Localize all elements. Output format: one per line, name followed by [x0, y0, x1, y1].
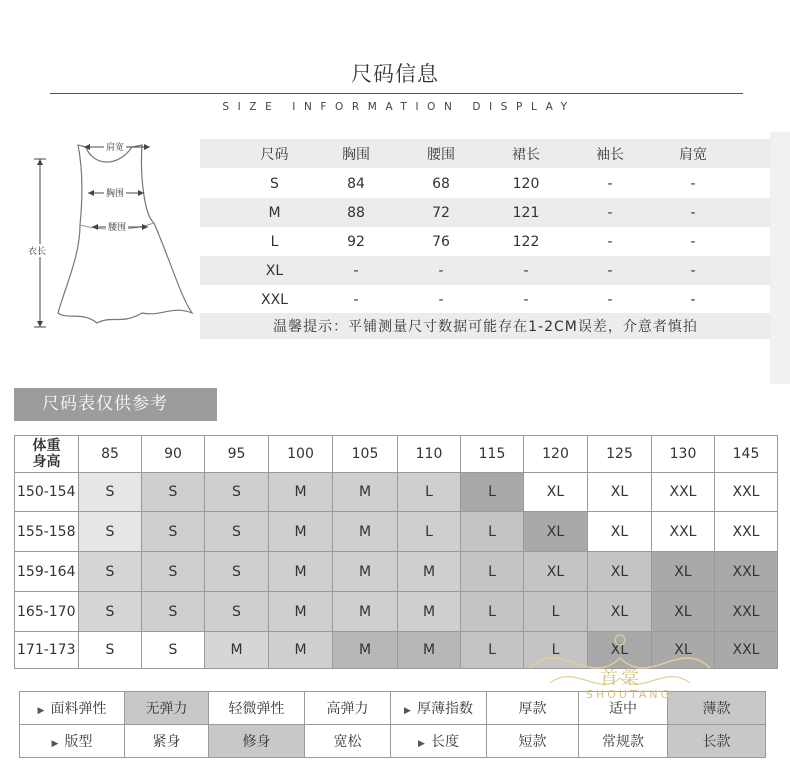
size-cell: S	[205, 473, 269, 512]
property-option: 厚款	[487, 692, 579, 725]
property-label	[391, 725, 487, 758]
measure-row	[200, 198, 771, 227]
size-cell: XL	[524, 512, 588, 552]
measure-cell: -	[690, 204, 696, 221]
measure-cell: -	[438, 291, 444, 308]
size-cell: XL	[588, 473, 652, 512]
measure-cell: 68	[432, 175, 450, 192]
measure-cell: -	[690, 233, 696, 250]
weight-header: 125	[588, 436, 652, 473]
grid-header-row	[15, 436, 778, 473]
size-cell: XL	[588, 632, 652, 669]
measure-row	[200, 285, 771, 314]
height-label: 159-164	[15, 552, 79, 592]
size-cell: XL	[652, 592, 715, 632]
size-cell: S	[142, 512, 205, 552]
measure-cell: 84	[347, 175, 365, 192]
size-cell: M	[398, 632, 461, 669]
property-option: 修身	[209, 725, 305, 758]
measure-cell: 胸围	[342, 146, 370, 163]
size-cell: L	[524, 592, 588, 632]
property-option: 常规款	[579, 725, 668, 758]
size-cell: M	[269, 473, 333, 512]
size-cell: S	[205, 592, 269, 632]
measure-cell: M	[268, 204, 281, 221]
size-cell: L	[461, 592, 524, 632]
size-cell: M	[205, 632, 269, 669]
grid-row	[15, 592, 778, 632]
corner-weight-label: 体重	[32, 438, 61, 454]
weight-header: 95	[205, 436, 269, 473]
triangle-icon: ▶	[51, 739, 59, 749]
measure-cell: -	[607, 291, 613, 308]
size-cell: S	[79, 592, 142, 632]
measure-header-row	[200, 139, 771, 168]
section-label: 尺码表仅供参考	[14, 388, 217, 421]
property-option: 紧身	[125, 725, 209, 758]
measure-cell: 裙长	[512, 146, 540, 163]
measure-cell: -	[690, 175, 696, 192]
sketch-waist-label: 腰围	[106, 220, 128, 233]
size-cell: S	[142, 592, 205, 632]
triangle-icon: ▶	[37, 706, 45, 716]
property-label-text: 面料弹性	[50, 701, 107, 717]
size-cell: XXL	[715, 512, 778, 552]
property-option: 长款	[668, 725, 766, 758]
measure-cell: -	[607, 233, 613, 250]
size-cell: M	[398, 552, 461, 592]
measure-cell: 92	[347, 233, 365, 250]
property-label-text: 长度	[430, 734, 459, 750]
measure-row	[200, 256, 771, 285]
size-cell: S	[79, 512, 142, 552]
size-cell: XL	[588, 592, 652, 632]
page-subtitle: SIZE INFORMATION DISPLAY	[222, 101, 576, 113]
size-cell: XXL	[715, 632, 778, 669]
measure-cell: 腰围	[427, 146, 455, 163]
measure-cell: -	[523, 262, 529, 279]
property-option: 无弹力	[125, 692, 209, 725]
size-cell: XL	[588, 552, 652, 592]
measure-cell: -	[353, 262, 359, 279]
measure-cell: -	[353, 291, 359, 308]
size-cell: L	[461, 552, 524, 592]
measure-cell: 72	[432, 204, 450, 221]
measure-cell: 122	[512, 233, 540, 250]
size-cell: S	[205, 552, 269, 592]
size-cell: XXL	[652, 473, 715, 512]
size-cell: S	[142, 632, 205, 669]
measure-cell: -	[607, 204, 613, 221]
size-cell: L	[398, 512, 461, 552]
property-option: 高弹力	[305, 692, 391, 725]
title-divider	[50, 93, 743, 94]
size-cell: S	[142, 552, 205, 592]
weight-header: 90	[142, 436, 205, 473]
property-option: 宽松	[305, 725, 391, 758]
weight-header: 100	[269, 436, 333, 473]
size-cell: M	[269, 552, 333, 592]
triangle-icon: ▶	[404, 706, 411, 716]
size-cell: M	[269, 592, 333, 632]
height-label: 165-170	[15, 592, 79, 632]
size-cell: M	[269, 632, 333, 669]
size-cell: XXL	[715, 552, 778, 592]
size-cell: M	[333, 592, 398, 632]
measure-cell: 76	[432, 233, 450, 250]
measure-row	[200, 169, 771, 198]
measure-cell: -	[607, 175, 613, 192]
side-strip	[770, 132, 790, 384]
measure-cell: 121	[512, 204, 540, 221]
watermark-en: SHOUTANG	[586, 688, 673, 701]
grid-row	[15, 552, 778, 592]
height-label: 171-173	[15, 632, 79, 669]
size-cell: XL	[652, 632, 715, 669]
size-cell: M	[333, 512, 398, 552]
measure-cell: -	[438, 262, 444, 279]
property-label	[20, 692, 125, 725]
weight-header: 110	[398, 436, 461, 473]
size-cell: M	[333, 552, 398, 592]
size-cell: M	[269, 512, 333, 552]
weight-header: 115	[461, 436, 524, 473]
watermark-cn: 首棠	[600, 668, 642, 689]
size-cell: L	[524, 632, 588, 669]
measure-cell: -	[607, 262, 613, 279]
grid-row	[15, 473, 778, 512]
size-cell: XXL	[715, 592, 778, 632]
measure-cell: XL	[265, 262, 284, 279]
triangle-icon: ▶	[418, 739, 425, 749]
property-label-text: 厚薄指数	[416, 701, 473, 717]
size-cell: XXL	[715, 473, 778, 512]
property-option: 薄款	[668, 692, 766, 725]
property-label-text: 版型	[64, 734, 93, 750]
size-cell: XL	[524, 552, 588, 592]
property-label	[20, 725, 125, 758]
measure-cell: L	[270, 233, 279, 250]
weight-header: 130	[652, 436, 715, 473]
size-cell: S	[205, 512, 269, 552]
size-cell: S	[79, 632, 142, 669]
size-cell: M	[398, 592, 461, 632]
measure-row	[200, 227, 771, 256]
property-label	[391, 692, 487, 725]
size-cell: XL	[652, 552, 715, 592]
measure-cell: XXL	[261, 291, 288, 308]
measure-note: 温馨提示：平铺测量尺寸数据可能存在1-2CM误差，介意者慎拍	[200, 313, 771, 339]
size-cell: L	[461, 632, 524, 669]
measure-cell: -	[523, 291, 529, 308]
size-cell: L	[461, 473, 524, 512]
property-row	[20, 725, 766, 758]
measure-cell: S	[270, 175, 279, 192]
size-cell: S	[79, 552, 142, 592]
measure-cell: 120	[512, 175, 540, 192]
size-cell: S	[142, 473, 205, 512]
dress-sketch	[22, 135, 197, 335]
measure-cell: 88	[347, 204, 365, 221]
sketch-length-label: 衣长	[26, 244, 48, 257]
measure-cell: 尺码	[260, 146, 289, 163]
property-option: 短款	[487, 725, 579, 758]
property-option: 适中	[579, 692, 668, 725]
size-cell: XXL	[652, 512, 715, 552]
weight-header: 105	[333, 436, 398, 473]
size-cell: M	[333, 632, 398, 669]
size-cell: S	[79, 473, 142, 512]
measure-cell: -	[690, 291, 696, 308]
grid-row	[15, 512, 778, 552]
sketch-chest-label: 胸围	[104, 186, 126, 199]
height-label: 155-158	[15, 512, 79, 552]
grid-corner	[15, 436, 79, 473]
weight-header: 145	[715, 436, 778, 473]
size-cell: L	[461, 512, 524, 552]
weight-header: 120	[524, 436, 588, 473]
size-cell: M	[333, 473, 398, 512]
sketch-shoulder-label: 肩宽	[104, 140, 126, 153]
height-label: 150-154	[15, 473, 79, 512]
corner-height-label: 身高	[32, 454, 61, 470]
page-title: 尺码信息	[351, 62, 439, 86]
measure-cell: 肩宽	[679, 146, 707, 163]
measure-cell: -	[690, 262, 696, 279]
size-cell: XL	[524, 473, 588, 512]
measure-cell: 袖长	[596, 146, 624, 163]
property-option: 轻微弹性	[209, 692, 305, 725]
size-cell: XL	[588, 512, 652, 552]
size-cell: L	[398, 473, 461, 512]
weight-header: 85	[79, 436, 142, 473]
